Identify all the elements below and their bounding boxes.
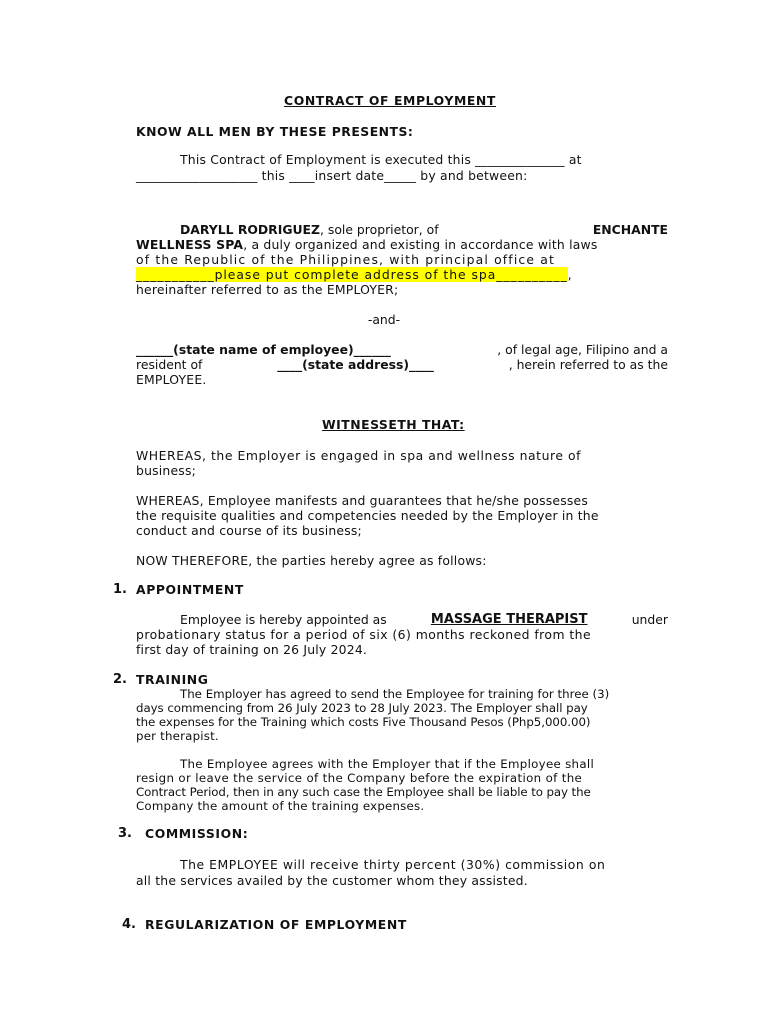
employer-line-4 <box>136 267 572 282</box>
employer-line-5: hereinafter referred to as the EMPLOYER; <box>136 282 399 297</box>
section-4-heading: REGULARIZATION OF EMPLOYMENT <box>145 917 407 932</box>
section-1-line-1-start: Employee is hereby appointed as <box>180 612 387 627</box>
section-4-number: 4. <box>122 917 136 932</box>
whereas-1-line-2: business; <box>136 463 196 478</box>
employer-line-2 <box>136 237 598 252</box>
executed-line-2: ___________________ this ____insert date_____ by and between: <box>136 168 528 183</box>
section-2-p2-line-3: Contract Period, then in any such case the Employee shall be liable to pay the <box>136 785 591 799</box>
section-1-heading: APPOINTMENT <box>136 582 244 597</box>
section-3-line-2: all the services availed by the customer whom they assisted. <box>136 873 528 888</box>
employer-sole: , sole proprietor, of <box>320 222 439 237</box>
section-2-number: 2. <box>113 672 127 687</box>
section-1-number: 1. <box>113 582 127 597</box>
document-title: CONTRACT OF EMPLOYMENT <box>284 93 496 108</box>
section-2-p2-line-4: Company the amount of the training expenses. <box>136 799 425 813</box>
employee-line-2 <box>136 357 668 372</box>
now-therefore: NOW THEREFORE, the parties hereby agree as follows: <box>136 553 487 568</box>
section-1-line-2: probationary status for a period of six (6) months reckoned from the <box>136 627 592 642</box>
employer-line-2-rest: , a duly organized and existing in accordance with laws <box>243 237 598 252</box>
section-3-number: 3. <box>118 826 132 841</box>
whereas-1-line-1: WHEREAS, the Employer is engaged in spa and wellness nature of <box>136 448 582 463</box>
section-2-p2-line-2: resign or leave the service of the Company before the expiration of the <box>136 771 583 785</box>
spa-name-part-2: WELLNESS SPA <box>136 237 244 252</box>
spa-address-placeholder: ___________please put complete address of the spa__________ <box>136 267 568 282</box>
spa-name-part-1: ENCHANTE <box>592 222 668 237</box>
executed-line-1: This Contract of Employment is executed this ______________ at <box>180 152 582 167</box>
know-all-heading: KNOW ALL MEN BY THESE PRESENTS: <box>136 124 414 139</box>
section-3-heading: COMMISSION: <box>145 826 249 841</box>
section-1-line-3: first day of training on 26 July 2024. <box>136 642 368 657</box>
employee-line-1-rest: , of legal age, Filipino and a <box>497 342 668 357</box>
whereas-2-line-3: conduct and course of its business; <box>136 523 362 538</box>
section-1-line-1 <box>180 612 668 627</box>
whereas-2-line-1: WHEREAS, Employee manifests and guarantees that he/she possesses <box>136 493 589 508</box>
employer-line-4-end: , <box>567 267 572 282</box>
and-separator: -and- <box>367 312 401 327</box>
employee-address-placeholder: ____(state address)____ <box>277 357 434 372</box>
section-1-line-1-end: under <box>631 612 668 627</box>
section-2-p1-line-3: the expenses for the Training which costs Five Thousand Pesos (Php5,000.00) <box>136 715 591 729</box>
employer-name: DARYLL RODRIGUEZ <box>180 222 321 237</box>
employee-line-2-start: resident of <box>136 357 203 372</box>
employer-line-1 <box>180 222 668 237</box>
section-2-p1-line-2: days commencing from 26 July 2023 to 28 July 2023. The Employer shall pay <box>136 701 588 715</box>
employee-name-placeholder: ______(state name of employee)______ <box>136 342 391 357</box>
employer-line-3: of the Republic of the Philippines, with principal office at <box>136 252 555 267</box>
position-title: MASSAGE THERAPIST <box>430 612 588 627</box>
section-2-heading: TRAINING <box>136 672 209 687</box>
employee-line-2-rest: , herein referred to as the <box>508 357 668 372</box>
section-2-p2-line-1: The Employee agrees with the Employer that if the Employee shall <box>180 757 595 771</box>
section-2-p1-line-1: The Employer has agreed to send the Employee for training for three (3) <box>180 687 610 701</box>
employee-line-3: EMPLOYEE. <box>136 372 207 387</box>
witnesseth-heading: WITNESSETH THAT: <box>322 417 465 432</box>
employee-line-1 <box>136 342 668 357</box>
section-2-p1-line-4: per therapist. <box>136 729 219 743</box>
section-3-line-1: The EMPLOYEE will receive thirty percent (30%) commission on <box>180 857 606 872</box>
whereas-2-line-2: the requisite qualities and competencies needed by the Employer in the <box>136 508 599 523</box>
